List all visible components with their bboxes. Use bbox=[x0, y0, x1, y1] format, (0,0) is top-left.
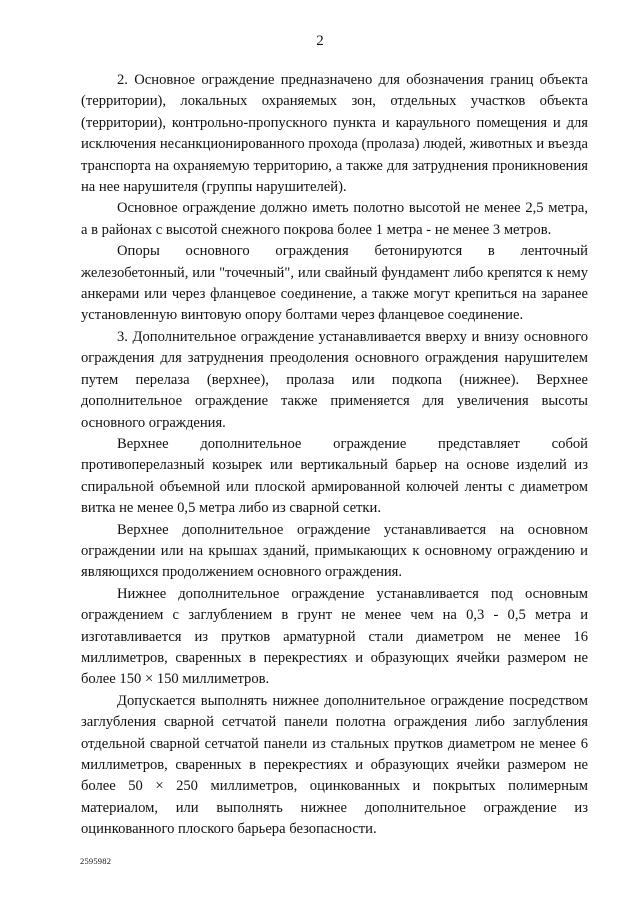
paragraph-3: Опоры основного ограждения бетонируются в ленточный железобетонный, или "точечный", или свайный фундамент либо крепятся к нему анкерами или через фланцевое соединение, а также могут крепиться на заранее установленную винтовую опору болтами через фланцевое соединение. bbox=[81, 243, 588, 324]
paragraph-4: 3. Дополнительное ограждение устанавливается вверху и внизу основного ограждения для затруднения преодоления основного ограждения нарушителем путем перелаза (верхнее), пролаза или подкопа (нижнее). Верхнее дополнительное ограждение также применяется для увеличения высоты основного ограждения. bbox=[81, 328, 588, 431]
paragraph-5: Верхнее дополнительное ограждение представляет собой противоперелазный козырек или вертикальный барьер на основе изделий из спиральной объемной или плоской армированной колючей ленты с диаметром витка не менее 0,5 метра либо из сварной сетки. bbox=[81, 435, 588, 517]
paragraph-1: 2. Основное ограждение предназначено для обозначения границ объекта (территории), локальных охраняемых зон, отдельных участков объекта (территории), контрольно-пропускного пункта и караульного помещения и для исключения несанкционированного прохода (пролаза) людей, животных и въезда транспорта на охраняемую территорию, а также для затруднения проникновения на нее нарушителя (группы нарушителей). bbox=[81, 72, 588, 196]
document-id: 2595982 bbox=[80, 856, 112, 866]
document-body bbox=[81, 70, 588, 841]
paragraph-7: Нижнее дополнительное ограждение устанавливается под основным ограждением с заглублением в грунт не менее чем на 0,3 - 0,5 метра и изготавливается из прутков арматурной стали диаметром не менее 16 миллиметров, сваренных в перекрестиях и образующих ячейки размером не более 150 × 150 миллиметров. bbox=[81, 585, 588, 688]
paragraph-8: Допускается выполнять нижнее дополнительное ограждение посредством заглубления сварной сетчатой панели полотна ограждения либо заглубления отдельной сварной сетчатой панели из стальных прутков диаметром не менее 6 миллиметров, сваренных в перекрестиях и образующих ячейки размером не более 50 × 250 миллиметров, оцинкованных и покрытых полимерным материалом, или выполнять нижнее дополнительное ограждение из оцинкованного плоского барьера безопасности. bbox=[81, 692, 588, 838]
paragraph-2: Основное ограждение должно иметь полотно высотой не менее 2,5 метра, а в районах с высотой снежного покрова более 1 метра - не менее 3 метров. bbox=[81, 200, 588, 238]
paragraph-6: Верхнее дополнительное ограждение устанавливается на основном ограждении или на крышах зданий, примыкающих к основному ограждению и являющихся продолжением основного ограждения. bbox=[81, 521, 588, 581]
page-number: 2 bbox=[316, 33, 324, 49]
